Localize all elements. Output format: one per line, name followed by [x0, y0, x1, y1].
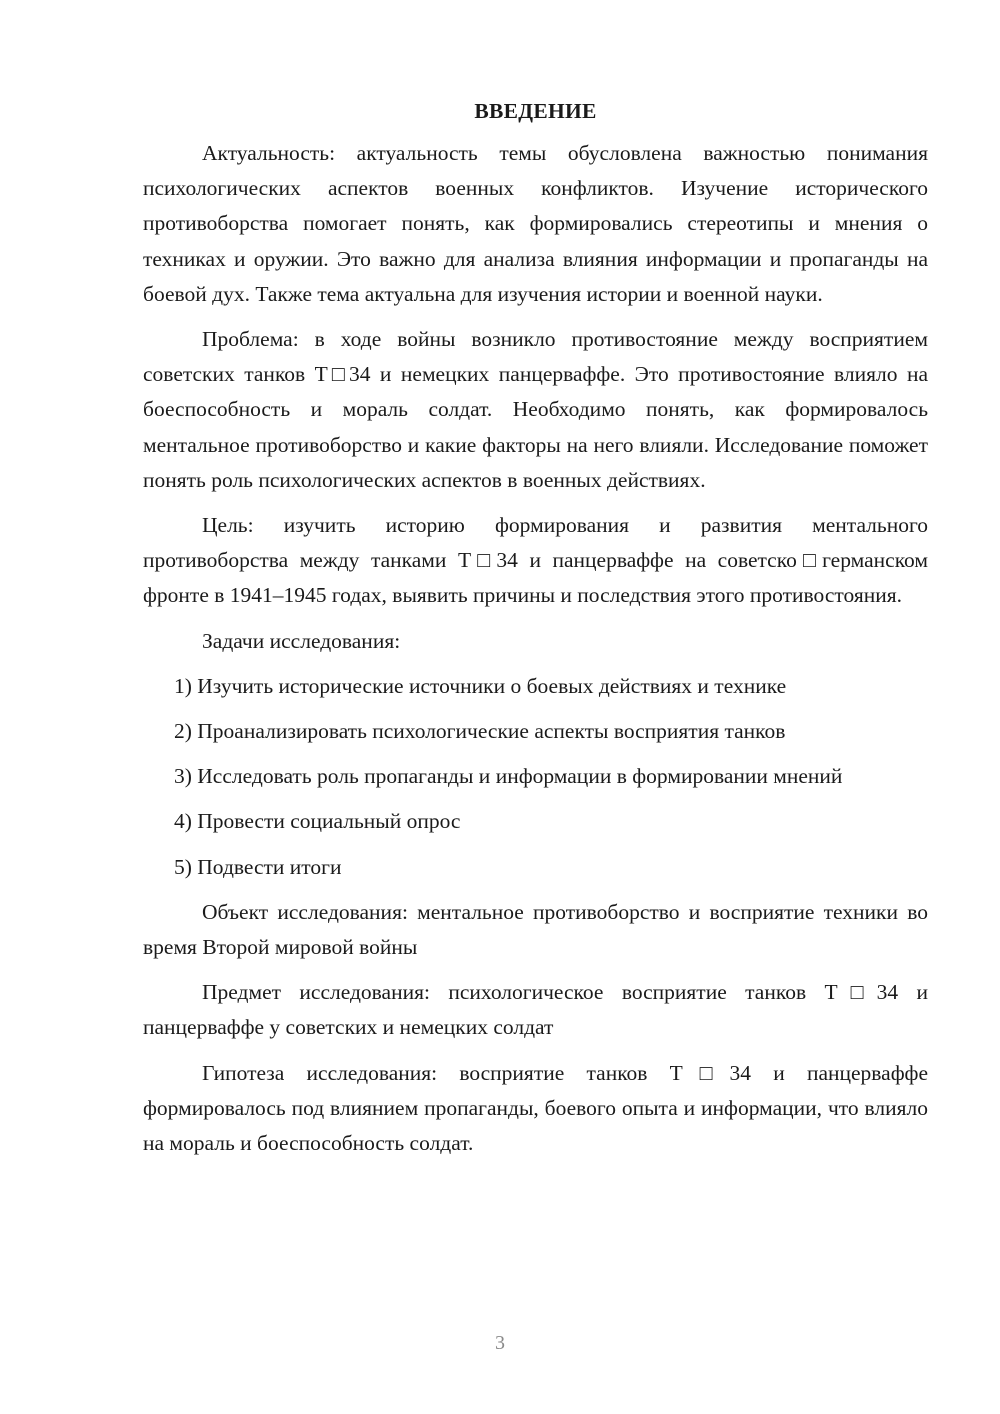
task-item-5: 5) Подвести итоги	[174, 854, 342, 879]
page-number: 3	[495, 1332, 505, 1354]
task-item-4: 4) Провести социальный опрос	[174, 809, 461, 834]
paragraph-problem: Проблема: в ходе войны возникло противостояние между восприятием советских танков Т□34 и немецких панцерваффе. Это противостояние влияло на боеспособность и мораль солдат. Необходимо понять, как формировалось ментальное противоборство и какие факторы на него влияли. Исследование поможет понять роль психологических аспектов в военных действиях.	[143, 327, 928, 492]
section-title: ВВЕДЕНИЕ	[474, 99, 597, 123]
paragraph-subject: Предмет исследования: психологическое восприятие танков Т□34 и панцерваффе у советских и немецких солдат	[143, 980, 928, 1040]
document-page	[143, 96, 928, 1171]
tasks-list	[143, 669, 928, 885]
task-item-3: 3) Исследовать роль пропаганды и информации в формировании мнений	[174, 764, 843, 789]
task-item-1: 1) Изучить исторические источники о боевых действиях и технике	[174, 673, 787, 698]
tasks-heading: Задачи исследования:	[202, 628, 401, 653]
task-item-2: 2) Проанализировать психологические аспекты восприятия танков	[174, 719, 786, 744]
paragraph-goal: Цель: изучить историю формирования и развития ментального противоборства между танками Т□34 и панцерваффе на советско□германском фронте в 1941–1945 годах, выявить причины и последствия этого противостояния.	[143, 513, 928, 608]
paragraph-relevance: Актуальность: актуальность темы обусловлена важностью понимания психологических аспектов военных конфликтов. Изучение исторического противоборства помогает понять, как формировались стереотипы и мнения о техниках и оружии. Это важно для анализа влияния информации и пропаганды на боевой дух. Также тема актуальна для изучения истории и военной науки.	[143, 141, 928, 306]
paragraph-hypothesis: Гипотеза исследования: восприятие танков Т□34 и панцерваффе формировалось под влиянием пропаганды, боевого опыта и информации, что влияло на мораль и боеспособность солдат.	[143, 1060, 928, 1156]
paragraph-object: Объект исследования: ментальное противоборство и восприятие техники во время Второй мировой войны	[143, 899, 928, 960]
